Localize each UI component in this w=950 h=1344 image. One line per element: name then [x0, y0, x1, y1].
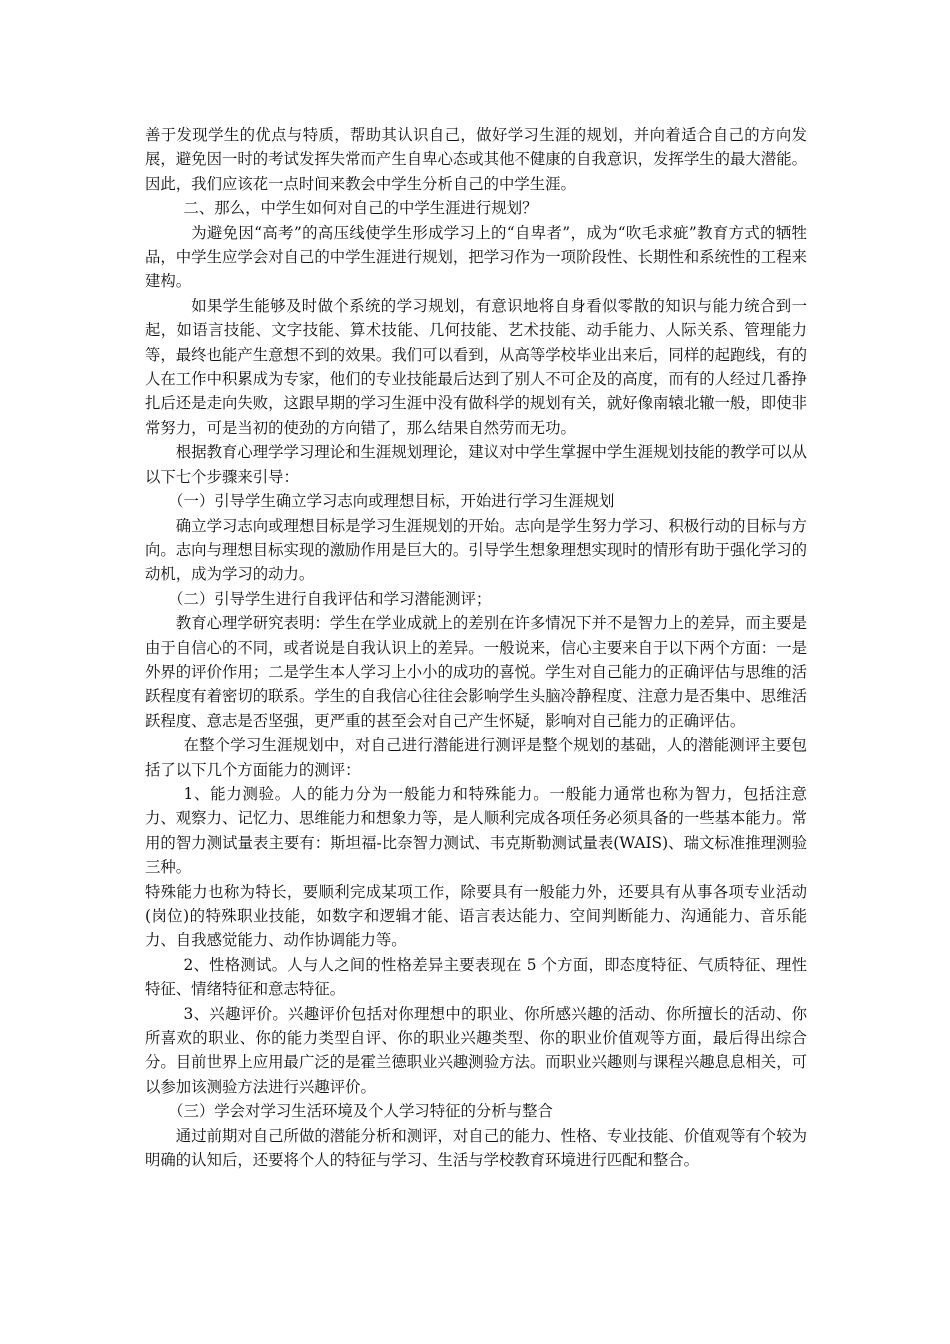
subheading-step-3: （三）学会对学习生活环境及个人学习特征的分析与整合: [168, 1102, 553, 1121]
paragraph-intro-continuation: 善于发现学生的优点与特质，帮助其认识自己，做好学习生涯的规划，并向着适合自己的方向发展，避免因一时的考试发挥失常而产生自卑心态或其他不健康的自我意识，发挥学生的最大潜能。因此，我们应该花一点时间来教会中学生分析自己的中学生涯。: [145, 126, 807, 193]
paragraph-special-ability: 特殊能力也称为特长，要顺利完成某项工作，除要具有一般能力外，还要具有从事各项专业活动(岗位)的特殊职业技能，如数字和逻辑才能、语言表达能力、空间判断能力、沟通能力、音乐能力、自我感觉能力、动作协调能力等。: [145, 882, 807, 950]
subheading-step-2: （二）引导学生进行自我评估和学习潜能测评；: [168, 589, 492, 608]
paragraph-goal-setting: 确立学习志向或理想目标是学习生涯规划的开始。志向是学生努力学习、积极行动的目标与方向。志向与理想目标实现的激励作用是巨大的。引导学生想象理想实现时的情形有助于强化学习的动机，成为学习的动力。: [145, 516, 807, 584]
paragraph-seven-steps: 根据教育心理学学习理论和生涯规划理论，建议对中学生掌握中学生涯规划技能的教学可以从以下七个步骤来引导：: [145, 443, 807, 486]
paragraph-ability-test: 1、能力测验。人的能力分为一般能力和特殊能力。一般能力通常也称为智力，包括注意力、观察力、记忆力、思维能力和想象力等，是人顺利完成各项任务必须具备的一些基本能力。常用的智力测试量表主要有：斯坦福-比奈智力测试、韦克斯勒测试量表(WAIS)、瑞文标准推理测验三种。: [145, 784, 807, 877]
paragraph-avoid-inferiority: 为避免因“高考”的高压线使学生形成学习上的“自卑者”，成为“吹毛求疵”教育方式的牺牲品，中学生应学会对自己的中学生涯进行规划，把学习作为一项阶段性、长期性和系统性的工程来建构。: [145, 223, 807, 291]
paragraph-self-confidence: 教育心理学研究表明：学生在学业成就上的差别在许多情况下并不是智力上的差异，而主要是由于自信心的不同，或者说是自我认识上的差异。一般说来，信心主要来自于以下两个方面：一是外界的评价作用；二是学生本人学习上小小的成功的喜悦。学生对自己能力的正确评估与思维的活跃程度有着密切的联系。学生的自我信心往往会影响学生头脑冷静程度、注意力是否集中、思维活跃程度、意志是否坚强，更严重的甚至会对自己产生怀疑，影响对自己能力的正确评估。: [145, 614, 807, 730]
paragraph-interest-evaluation: 3、兴趣评价。兴趣评价包括对你理想中的职业、你所感兴趣的活动、你所擅长的活动、你所喜欢的职业、你的能力类型自评、你的职业兴趣类型、你的职业价值观等方面，最后得出综合分。目前世界上应用最广泛的是霍兰德职业兴趣测验方法。而职业兴趣则与课程兴趣息息相关，可以参加该测验方法进行兴趣评价。: [145, 1004, 807, 1096]
paragraph-personality-test: 2、性格测试。人与人之间的性格差异主要表现在 5 个方面，即态度特征、气质特征、理性特征、情绪特征和意志特征。: [145, 955, 807, 999]
section-heading-2: 二、那么，中学生如何对自己的中学生涯进行规划？: [183, 199, 538, 218]
paragraph-integration: 通过前期对自己所做的潜能分析和测评，对自己的能力、性格、专业技能、价值观等有个较为明确的认知后，还要将个人的特征与学习、生活与学校教育环境进行匹配和整合。: [145, 1126, 807, 1170]
paragraph-potential-assessment: 在整个学习生涯规划中，对自己进行潜能进行测评是整个规划的基础，人的潜能测评主要包括了以下几个方面能力的测评：: [145, 736, 807, 779]
paragraph-systematic-planning: 如果学生能够及时做个系统的学习规划，有意识地将自身看似零散的知识与能力统合到一起，如语言技能、文字技能、算术技能、几何技能、艺术技能、动手能力、人际关系、管理能力等，最终也能产生意想不到的效果。我们可以看到，从高等学校毕业出来后，同样的起跑线，有的人在工作中积累成为专家，他们的专业技能最后达到了别人不可企及的高度，而有的人经过几番挣扎后还是走向失败，这跟早期的学习生涯中没有做科学的规划有关，就好像南辕北辙一般，即使非常努力，可是当初的使劲的方向错了，那么结果自然劳而无功。: [145, 296, 807, 437]
subheading-step-1: （一）引导学生确立学习志向或理想目标，开始进行学习生涯规划: [168, 492, 615, 511]
document-body: [145, 123, 807, 1172]
